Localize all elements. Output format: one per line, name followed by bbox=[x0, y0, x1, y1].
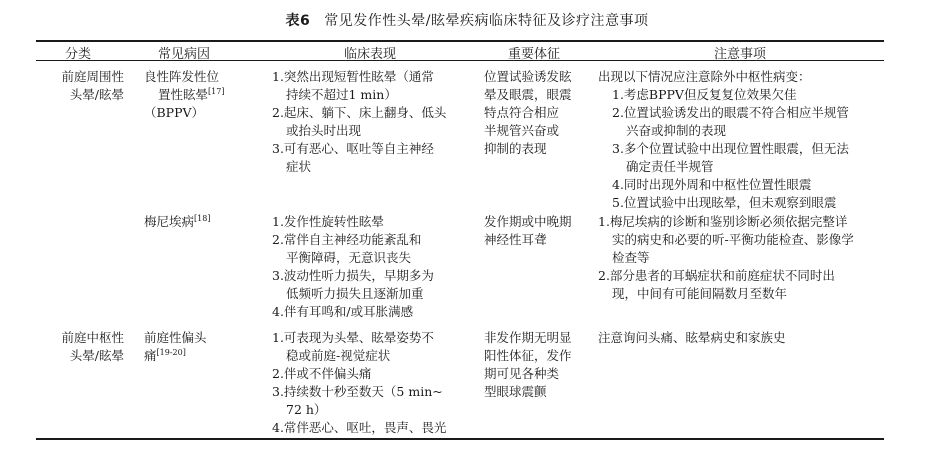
row3-signs-line: 型眼球震颤 bbox=[484, 384, 547, 399]
table-number: 表6 bbox=[285, 13, 311, 29]
row1-category-line: 前庭周围性 bbox=[61, 69, 124, 84]
header-category: 分类 bbox=[64, 47, 91, 62]
row1-signs-line: 特点符合相应 bbox=[484, 105, 560, 120]
row3-category-line: 前庭中枢性 bbox=[61, 330, 124, 345]
row3-clinical-line: 72 h） bbox=[286, 402, 327, 417]
header-notes: 注意事项 bbox=[713, 47, 766, 62]
row1-cause-line: （BPPV） bbox=[144, 105, 205, 120]
row1-notes-line: 4.同时出现外周和中枢性位置性眼震 bbox=[612, 177, 812, 192]
row3-signs-line: 期可见各种类 bbox=[484, 366, 560, 381]
row1-notes-line: 5.位置试验中出现眩晕，但未观察到眼震 bbox=[612, 195, 837, 210]
row1-cause-line bbox=[144, 86, 244, 104]
row1-signs-line: 晕及眼震，眼震 bbox=[484, 87, 572, 102]
row2-notes-line: 检查等 bbox=[612, 250, 650, 265]
header-signs: 重要体征 bbox=[507, 47, 560, 62]
table-title-text: 常见发作性头晕/眩晕疾病临床特征及诊疗注意事项 bbox=[324, 13, 649, 29]
row2-clinical-line: 2.常伴自主神经功能紊乱和 bbox=[272, 232, 422, 247]
row3-clinical-line: 4.常伴恶心、呕吐，畏声、畏光 bbox=[272, 420, 447, 435]
row2-notes-line: 2.部分患者的耳蜗症状和前庭症状不同时出 bbox=[598, 268, 835, 283]
row3-cause-ref: [19-20] bbox=[156, 348, 186, 357]
row3-clinical-line: 1.可表现为头晕、眩晕姿势不 bbox=[272, 330, 434, 345]
row1-notes-line: 兴奋或抑制的表现 bbox=[626, 123, 727, 138]
row1-category-line: 头晕/眩晕 bbox=[69, 87, 124, 102]
row2-notes-line: 现，中间有可能间隔数月至数年 bbox=[612, 286, 788, 301]
row2-signs-line: 神经性耳聋 bbox=[484, 232, 547, 247]
header-clinical: 临床表现 bbox=[343, 47, 396, 62]
row1-notes bbox=[598, 68, 882, 212]
row2-signs bbox=[484, 213, 584, 249]
row2-notes bbox=[598, 213, 882, 303]
row2-clinical-line: 4.伴有耳鸣和/或耳胀满感 bbox=[272, 304, 414, 319]
row3-cause-text: 痛 bbox=[144, 348, 157, 363]
table-title bbox=[0, 10, 934, 30]
row3-category bbox=[42, 329, 124, 365]
row3-signs bbox=[484, 329, 584, 401]
row2-signs-line: 发作期或中晚期 bbox=[484, 214, 572, 229]
row2-cause-line bbox=[144, 213, 244, 231]
row2-clinical-line: 低频听力损失且逐渐加重 bbox=[286, 286, 424, 301]
row1-clinical-line: 症状 bbox=[286, 159, 312, 174]
bottom-rule bbox=[36, 438, 884, 440]
row1-cause bbox=[144, 68, 244, 122]
row3-cause-line: 前庭性偏头 bbox=[144, 330, 207, 345]
row2-cause-text: 梅尼埃病 bbox=[144, 214, 195, 229]
row1-signs bbox=[484, 68, 584, 158]
row2-clinical-line: 平衡障碍，无意识丧失 bbox=[286, 250, 412, 265]
row2-cause-ref: [18] bbox=[194, 214, 211, 223]
row1-notes-line: 2.位置试验诱发出的眼震不符合相应半规管 bbox=[612, 105, 849, 120]
row1-clinical-line: 2.起床、躺下、床上翻身、低头 bbox=[272, 105, 447, 120]
row3-cause bbox=[144, 329, 244, 365]
row2-clinical-line: 1.发作性旋转性眩晕 bbox=[272, 214, 384, 229]
row1-notes-line: 1.考虑BPPV但反复复位效果欠佳 bbox=[612, 87, 797, 102]
row1-cause-ref: [17] bbox=[208, 87, 225, 96]
row2-clinical bbox=[272, 213, 462, 321]
row2-clinical-line: 3.波动性听力损失，早期多为 bbox=[272, 268, 434, 283]
row1-notes-line: 确定责任半规管 bbox=[626, 159, 714, 174]
row3-clinical-line: 3.持续数十秒至数天（5 min~ bbox=[272, 384, 443, 399]
row3-clinical-line: 稳或前庭-视觉症状 bbox=[286, 348, 391, 363]
row1-clinical-line: 3.可有恶心、呕吐等自主神经 bbox=[272, 141, 434, 156]
row2-notes-line: 实的病史和必要的听-平衡功能检查、影像学 bbox=[612, 232, 854, 247]
row1-category bbox=[42, 68, 124, 104]
row1-signs-line: 半规管兴奋或 bbox=[484, 123, 560, 138]
row1-clinical-line: 1.突然出现短暂性眩晕（通常 bbox=[272, 69, 434, 84]
row3-cause-line bbox=[144, 347, 244, 365]
row1-signs-line: 抑制的表现 bbox=[484, 141, 547, 156]
row1-clinical-line: 或抬头时出现 bbox=[286, 123, 362, 138]
row1-clinical bbox=[272, 68, 462, 176]
header-cause: 常见病因 bbox=[157, 47, 210, 62]
row3-clinical bbox=[272, 329, 462, 437]
row1-notes-line: 3.多个位置试验中出现位置性眼震，但无法 bbox=[612, 141, 849, 156]
row3-clinical-line: 2.伴或不伴偏头痛 bbox=[272, 366, 372, 381]
row3-signs-line: 阳性体征，发作 bbox=[484, 348, 572, 363]
row1-clinical-line: 持续不超过1 min） bbox=[286, 87, 397, 102]
top-rule bbox=[36, 40, 884, 42]
row3-notes bbox=[598, 329, 882, 347]
row1-notes-line: 出现以下情况应注意除外中枢性病变： bbox=[598, 69, 811, 84]
row3-signs-line: 非发作期无明显 bbox=[484, 330, 572, 345]
row1-signs-line: 位置试验诱发眩 bbox=[484, 69, 572, 84]
row3-category-line: 头晕/眩晕 bbox=[69, 348, 124, 363]
row1-cause-line: 良性阵发性位 bbox=[144, 69, 220, 84]
row3-notes-line: 注意询问头痛、眩晕病史和家族史 bbox=[598, 330, 786, 345]
row1-cause-text: 置性眩晕 bbox=[158, 87, 209, 102]
row2-notes-line: 1.梅尼埃病的诊断和鉴别诊断必须依据完整详 bbox=[598, 214, 848, 229]
row2-cause bbox=[144, 213, 244, 231]
